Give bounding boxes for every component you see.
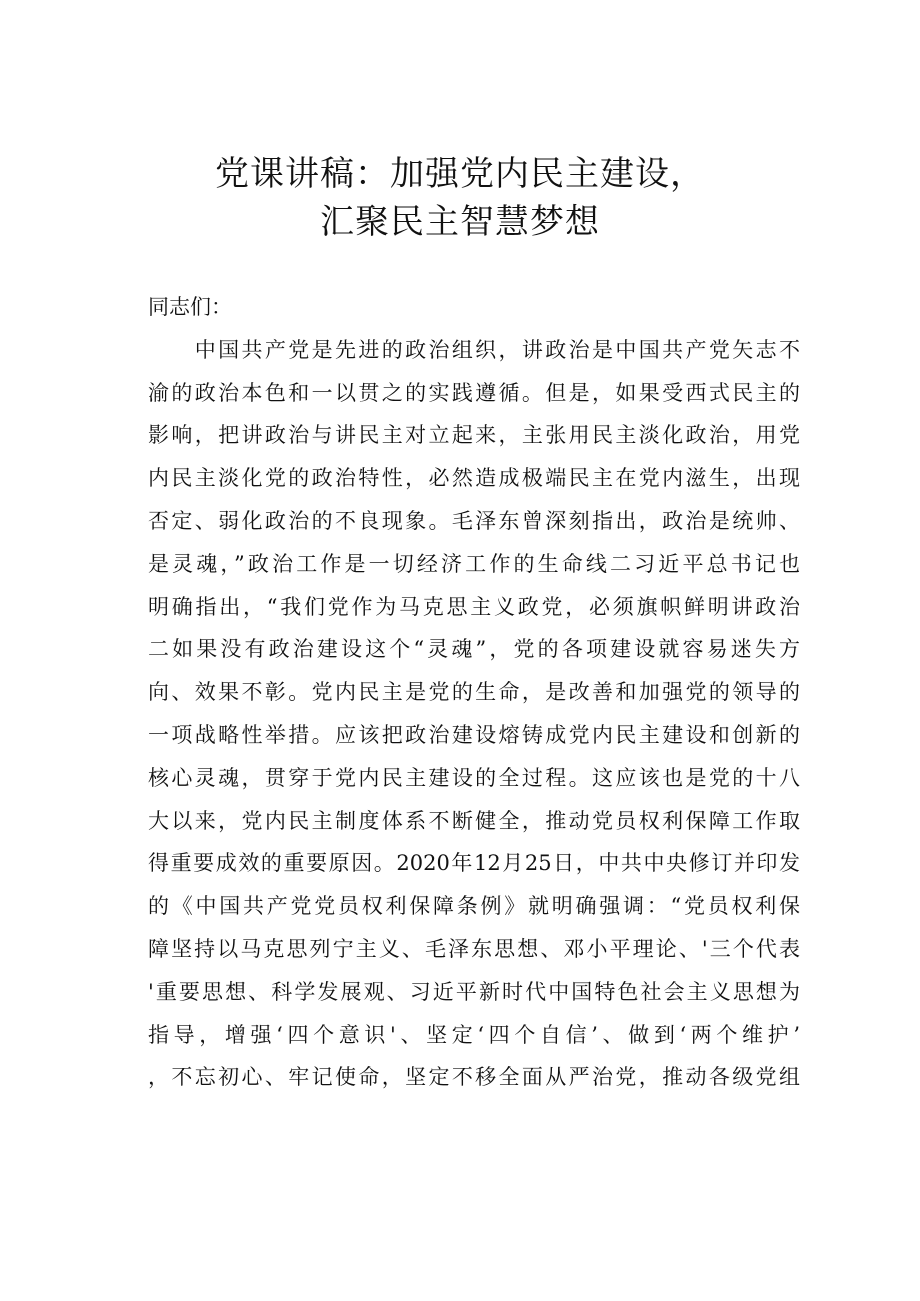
paragraph-line: 二如果没有政治建设这个“灵魂”，党的各项建设就容易迷失方	[148, 637, 800, 662]
paragraph-line: 得重要成效的重要原因。2020年12月25日，中共中央修订并印发	[148, 851, 800, 876]
paragraph-line: 明确指出，“我们党作为马克思主义政党，必须旗帜鲜明讲政治	[148, 594, 800, 619]
paragraph-line: 否定、弱化政治的不良现象。毛泽东曾深刻指出，政治是统帅、	[148, 508, 800, 533]
paragraph-line: 指导，增强‘四个意识'、坚定‘四个自信’、做到‘两个维护’	[148, 1022, 800, 1047]
paragraph-line: 影响，把讲政治与讲民主对立起来，主张用民主淡化政治，用党	[148, 423, 800, 448]
paragraph-line: 内民主淡化党的政治特性，必然造成极端民主在党内滋生，出现	[148, 466, 800, 491]
document-body	[148, 286, 800, 1099]
page-title	[0, 150, 920, 246]
paragraph-line: 向、效果不彰。党内民主是党的生命，是改善和加强党的领导的	[148, 680, 800, 705]
title-line-2: 汇聚民主智慧梦想	[320, 202, 600, 242]
paragraph-line: 中国共产党是先进的政治组织，讲政治是中国共产党矢志不	[148, 337, 800, 362]
paragraph-line: 渝的政治本色和一以贯之的实践遵循。但是，如果受西式民主的	[148, 380, 800, 405]
paragraph-line: 的《中国共产党党员权利保障条例》就明确强调：“党员权利保	[148, 894, 800, 919]
paragraph-line: 核心灵魂，贯穿于党内民主建设的全过程。这应该也是党的十八	[148, 765, 800, 790]
paragraph-line: 一项战略性举措。应该把政治建设熔铸成党内民主建设和创新的	[148, 722, 800, 747]
paragraph-line: 大以来，党内民主制度体系不断健全，推动党员权利保障工作取	[148, 808, 800, 833]
title-line-1: 党课讲稿：加强党内民主建设，	[215, 154, 705, 194]
paragraph-line: '重要思想、科学发展观、习近平新时代中国特色社会主义思想为	[148, 979, 800, 1004]
salutation: 同志们：	[148, 295, 232, 319]
paragraph-line: 是灵魂，”政治工作是一切经济工作的生命线二习近平总书记也	[148, 551, 800, 576]
paragraph-line: 障坚持以马克思列宁主义、毛泽东思想、邓小平理论、'三个代表	[148, 936, 800, 961]
paragraph-line: ，不忘初心、牢记使命，坚定不移全面从严治党，推动各级党组	[148, 1065, 800, 1090]
